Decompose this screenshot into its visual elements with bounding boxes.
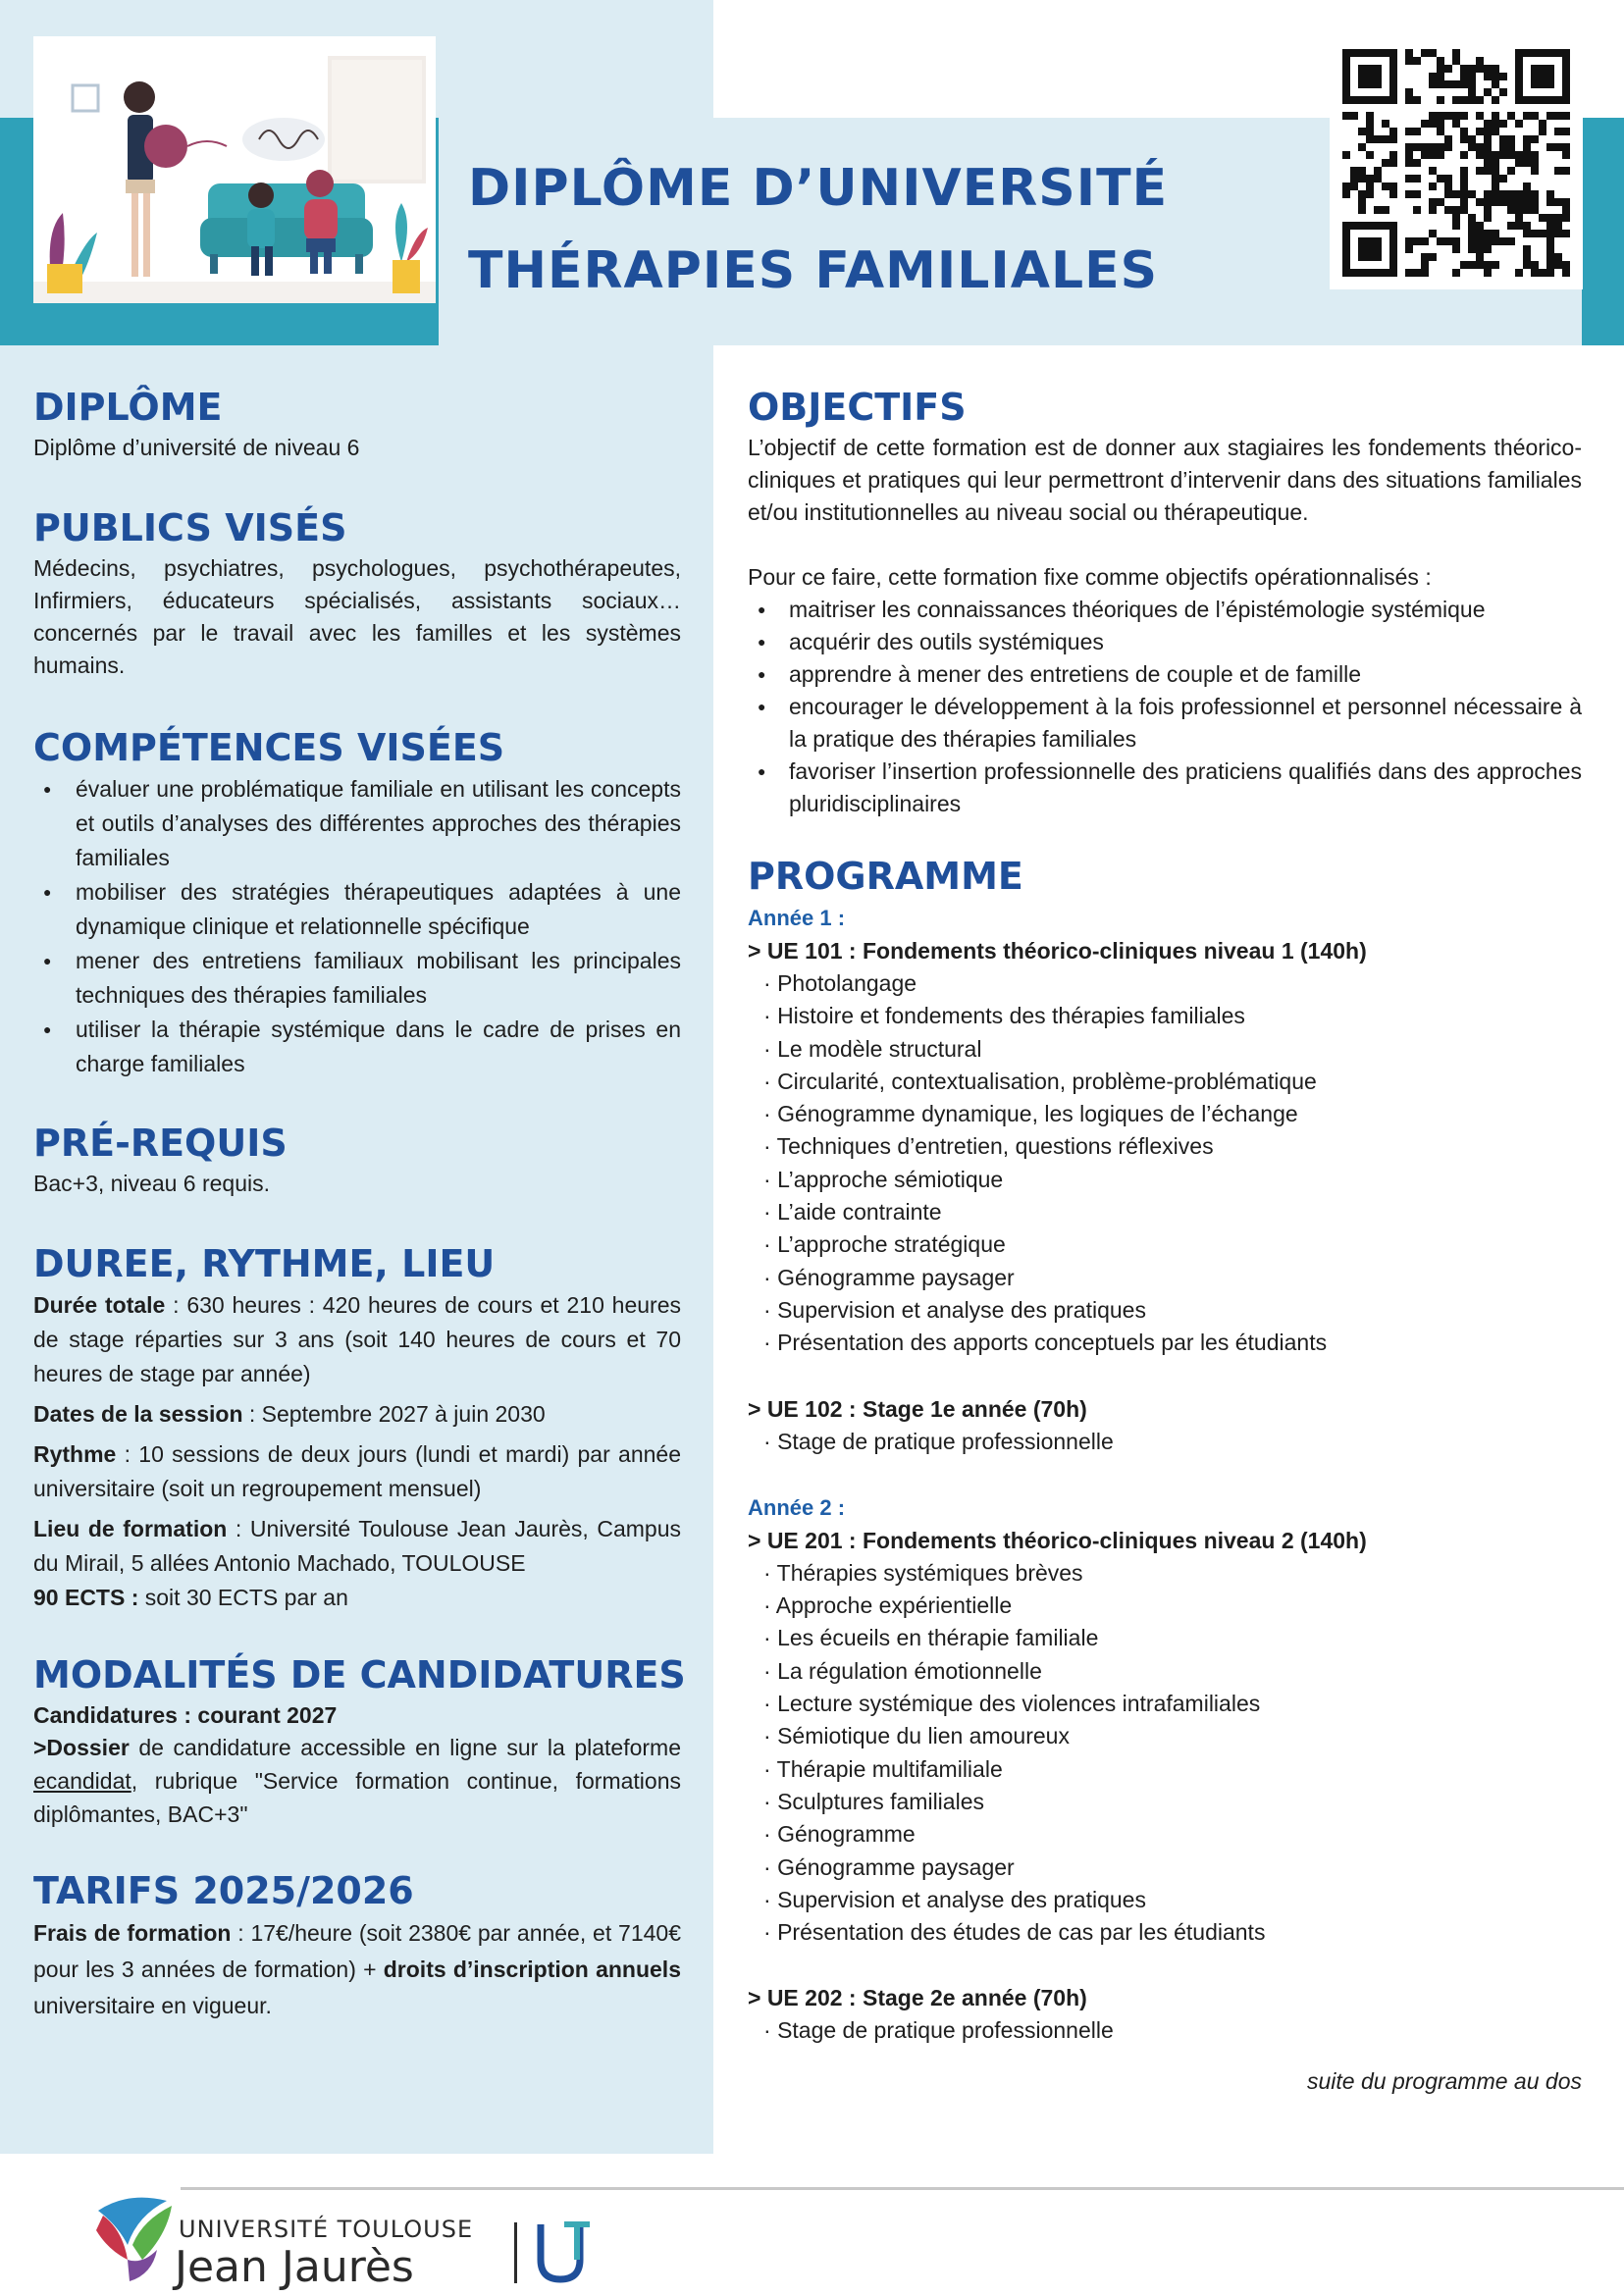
ecandidat-link[interactable]: ecandidat: [33, 1768, 131, 1794]
lieu-value: : Université Toulouse Jean Jaurès, Campus du Mirail, 5 allées Antonio Machado, TOULOUSE: [33, 1516, 682, 1576]
heading-duree: DUREE, RYTHME, LIEU: [33, 1242, 496, 1285]
heading-publics: PUBLICS VISÉS: [33, 506, 347, 549]
list-item: · Circularité, contextualisation, problème-problématique: [748, 1066, 1582, 1098]
list-item: · Présentation des apports conceptuels par les étudiants: [748, 1327, 1582, 1359]
page-title-line1: DIPLÔME D’UNIVERSITÉ: [468, 159, 1169, 218]
dossier-text: [33, 1731, 681, 1831]
list-item: · Génogramme paysager: [748, 1262, 1582, 1294]
ue-102-title: > UE 102 : Stage 1e année (70h): [748, 1395, 1087, 1422]
ects-value: soit 30 ECTS par an: [138, 1585, 348, 1610]
list-item: ● encourager le développement à la fois professionnel et personnel nécessaire à la pratique des thérapies familiales: [748, 691, 1582, 756]
list-item: · Sémiotique du lien amoureux: [748, 1720, 1582, 1752]
list-item: · Supervision et analyse des pratiques: [748, 1294, 1582, 1327]
spacer: [748, 1458, 1582, 1490]
list-item: · Sculptures familiales: [748, 1786, 1582, 1818]
dossier-value2: , rubrique "Service formation continue, formations diplômantes, BAC+3": [33, 1768, 681, 1827]
left-column: [33, 383, 686, 2060]
logo-line2: Jean Jaurès: [175, 2242, 414, 2292]
right-column: [748, 383, 1582, 2083]
section-competences: [33, 723, 681, 1081]
list-item: · Génogramme paysager: [748, 1852, 1582, 1884]
page-title-line2: THÉRAPIES FAMILIALES: [468, 241, 1159, 300]
droits-value: universitaire en vigueur.: [33, 1993, 272, 2018]
list-item: ● acquérir des outils systémiques: [748, 626, 1582, 658]
list-item: · Photolangage: [748, 967, 1582, 1000]
ue-101-title: > UE 101 : Fondements théorico-cliniques niveau 1 (140h): [748, 938, 1367, 964]
list-item: · Techniques d’entretien, questions réflexives: [748, 1130, 1582, 1163]
dossier-value1: de candidature accessible en ligne sur la plateforme: [129, 1735, 681, 1760]
section-programme: [748, 852, 1582, 2048]
list-item: ● mener des entretiens familiaux mobilisant les principales techniques des thérapies familiales: [33, 944, 681, 1013]
ue-202-title: > UE 202 : Stage 2e année (70h): [748, 1985, 1087, 2011]
list-item: ● évaluer une problématique familiale en utilisant les concepts et outils d’analyses des différentes approches des thérapies familiales: [33, 772, 681, 875]
heading-diplome: DIPLÔME: [33, 386, 223, 429]
prerequis-text: Bac+3, niveau 6 requis.: [33, 1171, 271, 1196]
ut-monogram-icon: [535, 2220, 594, 2285]
ue-202-list: [748, 2014, 1582, 2047]
list-item: · Histoire et fondements des thérapies familiales: [748, 1000, 1582, 1032]
ue-201-list: [748, 1557, 1582, 1950]
duree-value: : 630 heures : 420 heures de cours et 210 heures de stage réparties sur 3 ans (soit 140 heures de cours et 70 heures de stage par année): [33, 1292, 681, 1386]
section-diplome: [33, 383, 681, 464]
list-item: · Approche expérientielle: [748, 1590, 1582, 1622]
list-item: ● favoriser l’insertion professionnelle des praticiens qualifiés dans des approches pluridisciplinaires: [748, 756, 1582, 820]
ue-102-list: [748, 1426, 1582, 1458]
list-item: · Génogramme dynamique, les logiques de l’échange: [748, 1098, 1582, 1130]
list-item: · Stage de pratique professionnelle: [748, 2014, 1582, 2047]
lieu-label: Lieu de formation: [33, 1516, 228, 1541]
frais-label: Frais de formation: [33, 1920, 232, 1946]
dates-value: : Septembre 2027 à juin 2030: [242, 1401, 546, 1427]
section-objectifs: [748, 383, 1582, 820]
lieu-formation: [33, 1512, 681, 1581]
list-item: · Les écueils en thérapie familiale: [748, 1622, 1582, 1654]
list-item: · Thérapies systémiques brèves: [748, 1557, 1582, 1590]
section-modalites: [33, 1650, 686, 1831]
university-logo: [88, 2183, 638, 2291]
list-item: · Stage de pratique professionnelle: [748, 1426, 1582, 1458]
spacer: [748, 1949, 1582, 1981]
publics-text: Médecins, psychiatres, psychologues, psychothérapeutes, Infirmiers, éducateurs spécialisés, assistants sociaux… concernés par le travail avec les familles et les systèmes humains.: [33, 555, 681, 678]
list-item: · Thérapie multifamiliale: [748, 1753, 1582, 1786]
section-duree: [33, 1239, 681, 1615]
spacer: [748, 1360, 1582, 1392]
list-item: · L’aide contrainte: [748, 1196, 1582, 1228]
list-item: ● mobiliser des stratégies thérapeutiques adaptées à une dynamique clinique et relationnelle spécifique: [33, 875, 681, 944]
list-item: ● utiliser la thérapie systémique dans le cadre de prises en charge familiales: [33, 1013, 681, 1081]
heading-competences: COMPÉTENCES VISÉES: [33, 726, 505, 769]
objectifs-list: [748, 594, 1582, 820]
duree-label: Durée totale: [33, 1292, 166, 1318]
ut2j-logo-icon: [88, 2191, 177, 2289]
competences-list: [33, 772, 681, 1081]
rythme: [33, 1437, 681, 1506]
list-item: · Le modèle structural: [748, 1033, 1582, 1066]
year-2-label: Année 2 :: [748, 1494, 846, 1520]
list-item: · La régulation émotionnelle: [748, 1655, 1582, 1688]
section-publics: [33, 503, 681, 682]
ects-label: 90 ECTS :: [33, 1585, 139, 1610]
tarifs-text: [33, 1915, 681, 2024]
dates-label: Dates de la session: [33, 1401, 243, 1427]
heading-modalites: MODALITÉS DE CANDIDATURES: [33, 1653, 686, 1696]
logo-line1: UNIVERSITÉ TOULOUSE: [179, 2216, 474, 2243]
dates-session: [33, 1397, 681, 1432]
ue-101-list: [748, 967, 1582, 1360]
list-item: ● apprendre à mener des entretiens de couple et de famille: [748, 658, 1582, 691]
dossier-label: >Dossier: [33, 1735, 130, 1760]
candidatures-period: Candidatures : courant 2027: [33, 1702, 338, 1728]
section-tarifs: [33, 1866, 681, 2024]
droits-label: droits d’inscription annuels: [383, 1957, 681, 1982]
year-1-label: Année 1 :: [748, 906, 846, 930]
rythme-label: Rythme: [33, 1441, 117, 1467]
list-item: · L’approche stratégique: [748, 1228, 1582, 1261]
suite-note: suite du programme au dos: [1307, 2068, 1582, 2094]
ue-201-title: > UE 201 : Fondements théorico-cliniques niveau 2 (140h): [748, 1527, 1367, 1553]
family-therapy-illustration: [33, 36, 436, 303]
objectifs-intro: Pour ce faire, cette formation fixe comme objectifs opérationnalisés :: [748, 564, 1432, 590]
diplome-text: Diplôme d’université de niveau 6: [33, 435, 360, 460]
list-item: · Génogramme: [748, 1818, 1582, 1851]
heading-programme: PROGRAMME: [748, 855, 1023, 898]
list-item: · Lecture systémique des violences intrafamiliales: [748, 1688, 1582, 1720]
heading-tarifs: TARIFS 2025/2026: [33, 1869, 414, 1912]
heading-objectifs: OBJECTIFS: [748, 386, 967, 429]
list-item: · Supervision et analyse des pratiques: [748, 1884, 1582, 1916]
heading-prerequis: PRÉ-REQUIS: [33, 1122, 288, 1165]
ects: [33, 1581, 681, 1615]
section-prerequis: [33, 1119, 681, 1200]
rythme-value: : 10 sessions de deux jours (lundi et mardi) par année universitaire (soit un regroupement mensuel): [33, 1441, 681, 1501]
frais-value: : 17€/heure (soit 2380€ par année, et 7140€ pour les 3 années de formation) +: [33, 1920, 681, 1982]
list-item: · L’approche sémiotique: [748, 1164, 1582, 1196]
logo-separator: [514, 2222, 517, 2283]
list-item: · Présentation des études de cas par les étudiants: [748, 1916, 1582, 1949]
qr-code-icon[interactable]: [1330, 36, 1583, 289]
objectifs-text: L’objectif de cette formation est de donner aux stagiaires les fondements théorico-cliniques et pratiques qui leur permettront d’intervenir dans des situations familiales et/ou institutionnelles au niveau social ou thérapeutique.: [748, 435, 1582, 525]
duree-totale: [33, 1288, 681, 1391]
list-item: ● maitriser les connaissances théoriques de l’épistémologie systémique: [748, 594, 1582, 626]
spacer: [748, 529, 1582, 561]
